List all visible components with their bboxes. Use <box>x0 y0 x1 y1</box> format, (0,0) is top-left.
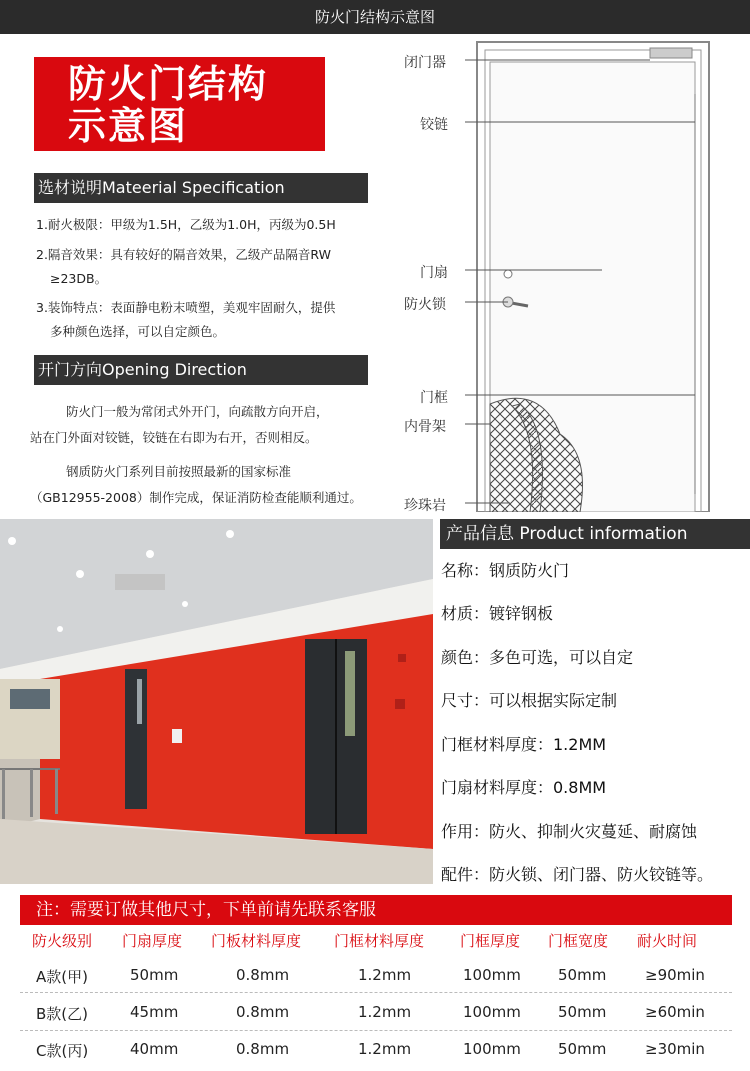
table-cell: 100mm <box>463 1040 521 1058</box>
label-door-leaf: 门扇 <box>420 265 448 281</box>
table-header-frame-thickness: 门框厚度 <box>460 932 521 950</box>
table-cell: C款(丙) <box>36 1042 89 1060</box>
table-cell: 0.8mm <box>236 1003 290 1021</box>
table-cell: 100mm <box>463 966 521 984</box>
label-door-closer: 闭门器 <box>404 55 446 71</box>
table-cell: B款(乙) <box>36 1005 88 1023</box>
table-header-leaf: 门扇厚度 <box>122 932 183 950</box>
info-accessories: 配件：防火锁、闭门器、防火铰链等。 <box>441 865 714 884</box>
table-header-frame-material: 门框材料厚度 <box>334 932 425 950</box>
spec-item-3b: 多种颜色选择，可以自定颜色。 <box>50 324 226 339</box>
table-cell: 1.2mm <box>358 966 412 984</box>
info-name: 名称：钢质防火门 <box>441 561 570 580</box>
opening-line-1: 防火门一般为常闭式外开门，向疏散方向开启， <box>66 404 329 419</box>
title-line-2: 示意图 <box>68 104 189 148</box>
spec-item-2b: ≥23DB。 <box>50 271 108 286</box>
label-perlite: 珍珠岩 <box>404 498 446 512</box>
table-cell: 100mm <box>463 1003 521 1021</box>
door-structure-diagram <box>380 34 750 512</box>
order-note: 注：需要订做其他尺寸，下单前请先联系客服 <box>20 895 732 925</box>
info-leaf-thickness: 门扇材料厚度：0.8MM <box>441 778 607 797</box>
opening-heading: 开门方向Opening Direction <box>34 355 368 385</box>
title-line-1: 防火门结构 <box>68 62 269 106</box>
opening-line-2: 站在门外面对铰链，铰链在右即为右开，否则相反。 <box>30 430 318 445</box>
info-color: 颜色：多色可选，可以自定 <box>441 648 634 667</box>
label-inner-skeleton: 内骨架 <box>404 419 446 435</box>
table-cell: 1.2mm <box>358 1003 412 1021</box>
table-cell: 50mm <box>558 966 607 984</box>
table-divider <box>20 1030 732 1031</box>
table-cell: A款(甲) <box>36 968 88 986</box>
info-frame-thickness: 门框材料厚度：1.2MM <box>441 735 607 754</box>
table-cell: 0.8mm <box>236 1040 290 1058</box>
table-header-panel: 门板材料厚度 <box>211 932 302 950</box>
table-divider <box>20 992 732 993</box>
table-header-frame-width: 门框宽度 <box>548 932 609 950</box>
material-heading: 选材说明Mateerial Specification <box>34 173 368 203</box>
top-banner: 防火门结构示意图 <box>0 0 750 34</box>
label-hinge: 铰链 <box>420 117 448 133</box>
table-header-grade: 防火级别 <box>32 932 93 950</box>
spec-item-3: 3.装饰特点：表面静电粉末喷塑，美观牢固耐久，提供 <box>36 300 336 315</box>
table-cell: 40mm <box>130 1040 179 1058</box>
table-cell: ≥90min <box>645 966 705 984</box>
label-fire-lock: 防火锁 <box>404 297 446 313</box>
table-cell: ≥60min <box>645 1003 705 1021</box>
table-cell: 45mm <box>130 1003 179 1021</box>
spec-item-1: 1.耐火极限：甲级为1.5H，乙级为1.0H，丙级为0.5H <box>36 217 336 232</box>
table-cell: ≥30min <box>645 1040 705 1058</box>
table-cell: 1.2mm <box>358 1040 412 1058</box>
corridor-photo <box>0 519 433 884</box>
info-material: 材质：镀锌钢板 <box>441 604 554 623</box>
info-function: 作用：防火、抑制火灾蔓延、耐腐蚀 <box>441 822 698 841</box>
table-cell: 50mm <box>558 1003 607 1021</box>
opening-line-4: （GB12955-2008）制作完成，保证消防检查能顺利通过。 <box>30 490 362 505</box>
corridor-scene <box>0 519 433 884</box>
spec-item-2: 2.隔音效果：具有较好的隔音效果，乙级产品隔音RW <box>36 247 331 262</box>
table-cell: 50mm <box>130 966 179 984</box>
table-cell: 0.8mm <box>236 966 290 984</box>
info-size: 尺寸：可以根据实际定制 <box>441 691 618 710</box>
table-header-fire-time: 耐火时间 <box>637 932 698 950</box>
opening-line-3: 钢质防火门系列目前按照最新的国家标准 <box>66 464 292 479</box>
product-info-heading: 产品信息 Product information <box>440 519 750 549</box>
title-block <box>34 57 325 151</box>
table-cell: 50mm <box>558 1040 607 1058</box>
label-door-frame: 门框 <box>420 390 448 406</box>
